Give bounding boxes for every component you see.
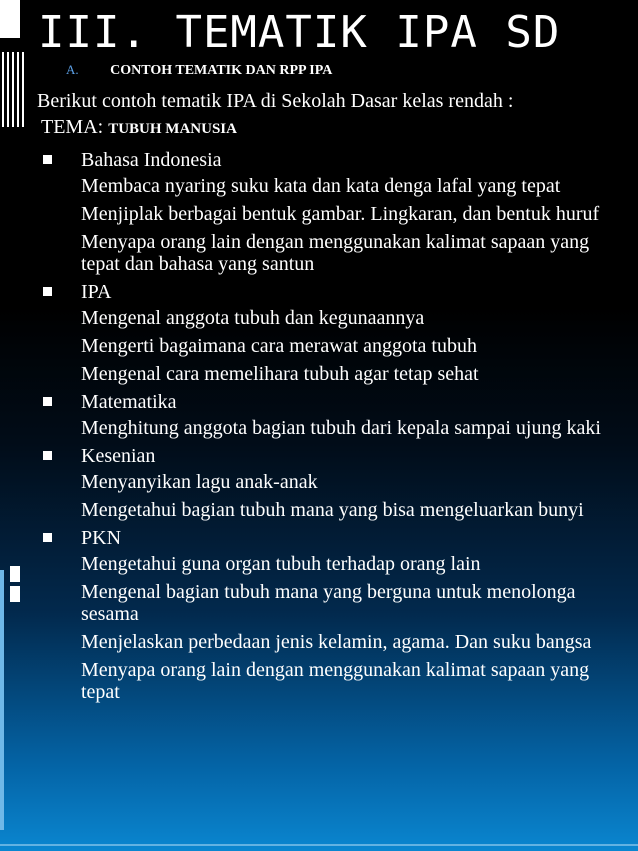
vertical-rule — [2, 52, 4, 127]
intro-text: Berikut contoh tematik IPA di Sekolah Dasar kelas rendah : — [37, 90, 514, 112]
section-item: Membaca nyaring suku kata dan kata denga lafal yang tepat — [81, 175, 561, 197]
section-item: Menjelaskan perbedaan jenis kelamin, agama. Dan suku bangsa — [81, 631, 592, 653]
section-item: Mengetahui guna organ tubuh terhadap orang lain — [81, 553, 481, 575]
bullet-icon — [43, 287, 52, 296]
tema-value: TUBUH MANUSIA — [108, 121, 237, 137]
bullet-icon — [43, 533, 52, 542]
vertical-rule — [22, 52, 24, 127]
section-heading: Matematika — [41, 391, 626, 413]
bottom-rule — [0, 844, 638, 846]
left-decoration-bar — [0, 0, 28, 851]
section-item: Mengenal bagian tubuh mana yang berguna untuk menolonga sesama — [81, 581, 576, 625]
tema-label: TEMA: — [41, 116, 104, 138]
section-item: Menghitung anggota bagian tubuh dari kepala sampai ujung kaki — [81, 417, 601, 439]
bullet-icon — [43, 451, 52, 460]
section-heading: Kesenian — [41, 445, 626, 467]
vertical-rule — [7, 52, 9, 127]
subheading-marker: A. — [66, 62, 79, 77]
section-heading: Bahasa Indonesia — [41, 149, 626, 171]
bullet-icon — [43, 397, 52, 406]
section-item: Menyapa orang lain dengan menggunakan kalimat sapaan yang tepat dan bahasa yang santun — [81, 231, 590, 275]
section-item: Mengerti bagaimana cara merawat anggota tubuh — [81, 335, 477, 357]
section-item: Menyanyikan lagu anak-anak — [81, 471, 318, 493]
section-item: Mengetahui bagian tubuh mana yang bisa mengeluarkan bunyi — [81, 499, 584, 521]
vertical-rule — [12, 52, 14, 127]
section-heading: IPA — [41, 281, 626, 303]
content-list — [41, 146, 626, 709]
slide-title: III. TEMATIK IPA SD — [38, 7, 561, 58]
bullet-icon — [43, 155, 52, 164]
section-item: Mengenal anggota tubuh dan kegunaannya — [81, 307, 425, 329]
section-item: Mengenal cara memelihara tubuh agar tetap sehat — [81, 363, 479, 385]
subheading — [66, 62, 332, 79]
tema-line — [41, 116, 237, 139]
subheading-text: CONTOH TEMATIK DAN RPP IPA — [110, 63, 333, 78]
section-item: Menyapa orang lain dengan menggunakan kalimat sapaan yang tepat — [81, 659, 590, 703]
section-item: Menjiplak berbagai bentuk gambar. Lingkaran, dan bentuk huruf — [81, 203, 600, 225]
section-heading: PKN — [41, 527, 626, 549]
vertical-rule — [17, 52, 19, 127]
